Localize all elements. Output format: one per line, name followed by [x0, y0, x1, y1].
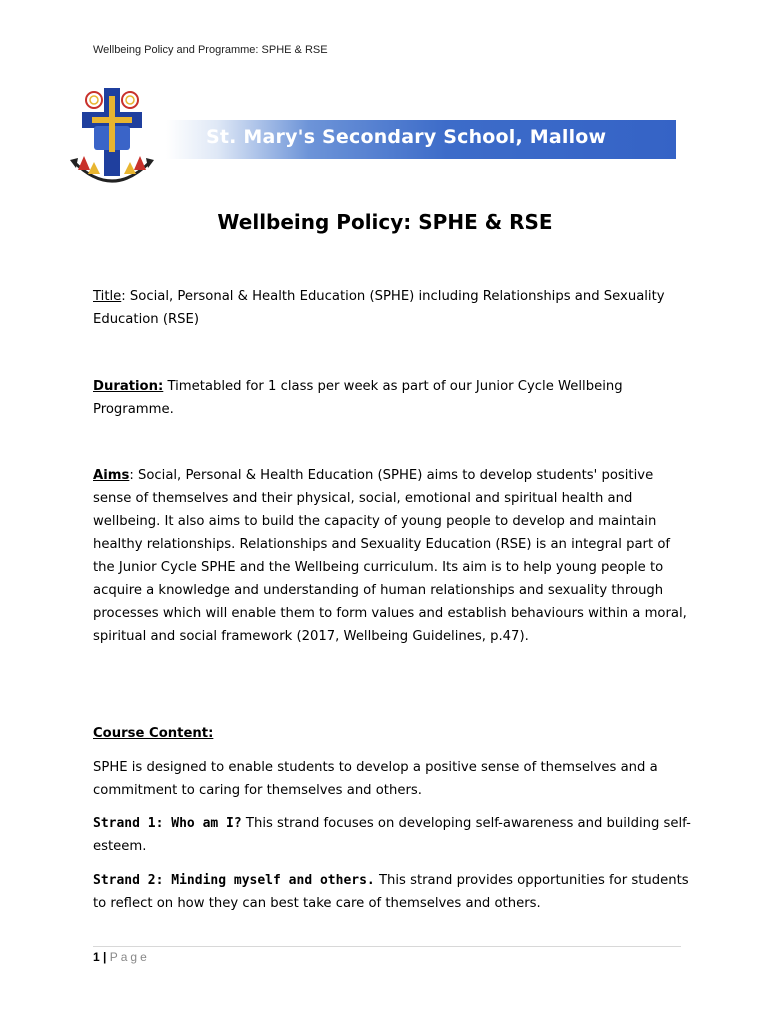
- title-label: Title: [93, 289, 122, 304]
- duration-section: [93, 375, 693, 421]
- strand-1: [93, 812, 693, 858]
- school-name-banner: [166, 120, 676, 159]
- duration-text: Timetabled for 1 class per week as part of our Junior Cycle Wellbeing Programme.: [93, 379, 623, 417]
- school-name: St. Mary's Secondary School, Mallow: [206, 126, 607, 148]
- page-footer: [93, 950, 150, 964]
- footer-separator: |: [99, 950, 110, 964]
- course-content-label: Course Content:: [93, 726, 214, 741]
- aims-label: Aims: [93, 468, 130, 483]
- aims-section: [93, 464, 693, 648]
- duration-label: Duration:: [93, 379, 164, 394]
- page-number: 1: [93, 950, 100, 964]
- course-content-intro: [93, 756, 693, 802]
- document-title: Wellbeing Policy: SPHE & RSE: [217, 210, 553, 234]
- page-word: Page: [109, 950, 150, 964]
- course-content-heading: [93, 722, 693, 745]
- aims-text: : Social, Personal & Health Education (SPHE) aims to develop students' positive sense of themselves and their physical, social, emotional and spiritual health and wellbeing. It also aims to build the capacity of young people to develop and maintain healthy relationships. Relationships and Sexuality Education (RSE) is an integral part of the Junior Cycle SPHE and the Wellbeing curriculum. Its aim is to help young people to acquire a knowledge and understanding of human relationships and sexuality through processes which will enable them to form values and establish behaviours within a moral, spiritual and social framework (2017, Wellbeing Guidelines, p.47).: [93, 468, 687, 644]
- strand-2-text: This strand provides opportunities for students to reflect on how they can best take care of themselves and others.: [93, 873, 689, 911]
- strand-2-label: Strand 2: Minding myself and others.: [93, 873, 375, 888]
- strand-1-label: Strand 1: Who am I?: [93, 816, 242, 831]
- strand-1-text: This strand focuses on developing self-awareness and building self-esteem.: [93, 816, 691, 854]
- running-header: Wellbeing Policy and Programme: SPHE & RSE: [93, 44, 328, 56]
- footer-divider: [93, 946, 681, 947]
- title-text: : Social, Personal & Health Education (SPHE) including Relationships and Sexuality Education (RSE): [93, 289, 665, 327]
- school-crest-logo: [64, 82, 160, 194]
- course-intro-text: SPHE is designed to enable students to develop a positive sense of themselves and a commitment to caring for themselves and others.: [93, 760, 658, 798]
- title-section: [93, 285, 693, 331]
- strand-2: [93, 869, 693, 915]
